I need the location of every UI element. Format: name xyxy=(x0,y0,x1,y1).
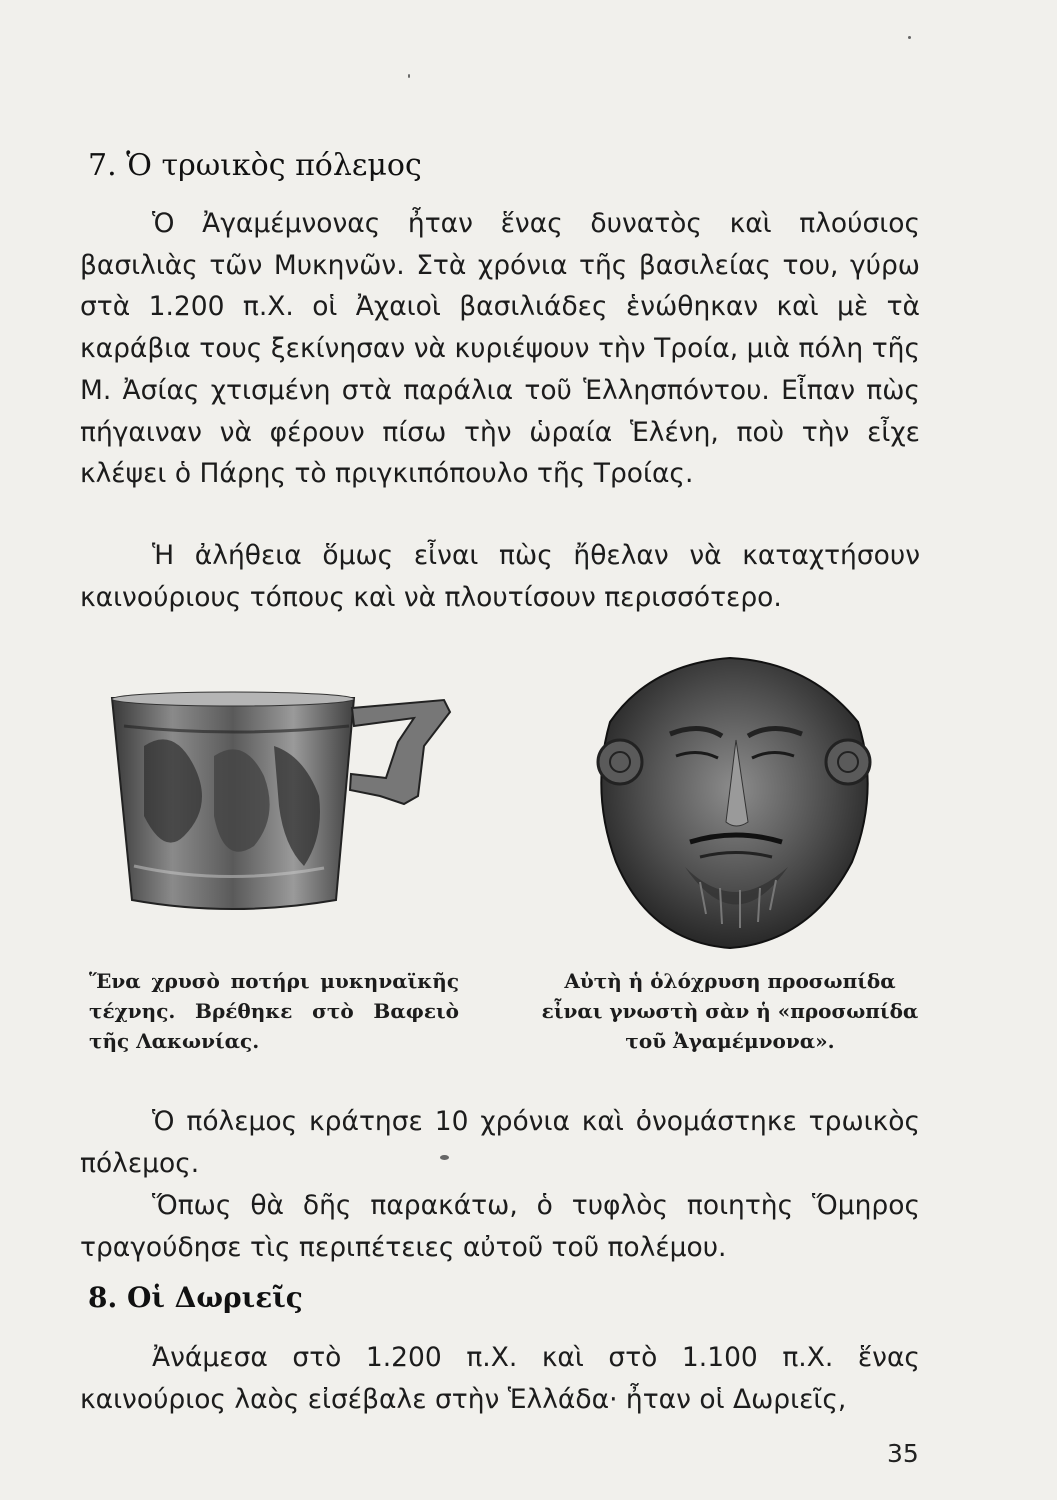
caption-gold-mask: Αὐτὴ ἡ ὁλόχρυση προσωπίδα εἶναι γνωστὴ σὰν ἡ «προσωπίδα τοῦ Ἀγαμέμνονα». xyxy=(541,969,919,1053)
caption-gold-cup: Ἕνα χρυσὸ ποτήρι μυκηναϊκῆς τέχνης. Βρέθηκε στὸ Βαφειὸ τῆς Λακωνίας. xyxy=(89,969,459,1053)
print-speck xyxy=(408,74,410,78)
paragraph-war-duration: Ὁ πόλεμος κράτησε 10 χρόνια καὶ ὀνομάστηκε τρωικὸς πόλεμος. xyxy=(80,1106,920,1179)
paragraph-agamemnon: Ὁ Ἀγαμέμνονας ἦταν ἕνας δυνατὸς καὶ πλούσιος βασιλιὰς τῶν Μυκηνῶν. Στὰ χρόνια τῆς βασιλείας του, γύρω στὰ 1.200 π.Χ. οἱ Ἀχαιοὶ βασιλιάδες ἑνώθηκαν καὶ μὲ τὰ καράβια τους ξεκίνησαν νὰ κυριέψουν τὴν Τροία, μιὰ πόλη τῆς Μ. Ἀσίας χτισμένη στὰ παράλια τοῦ Ἑλλησπόντου. Εἶπαν πὼς πήγαιναν νὰ φέρουν πίσω τὴν ὡραία Ἑλένη, ποὺ τὴν εἶχε κλέψει ὁ Πάρης τὸ πριγκιπόπουλο τῆς Τροίας. xyxy=(80,208,920,490)
paragraph-truth: Ἡ ἀλήθεια ὅμως εἶναι πὼς ἤθελαν νὰ καταχτήσουν καινούριους τόπους καὶ νὰ πλουτίσουν περισσότερο. xyxy=(80,540,920,613)
section-heading-dorians: 8. Οἱ Δωριεῖς xyxy=(88,1281,303,1314)
print-speck xyxy=(908,36,911,39)
page-number: 35 xyxy=(887,1439,919,1468)
section-heading-trojan-war: 7. Ὁ τρωικὸς πόλεμος xyxy=(88,148,422,183)
agamemnon-mask-photo xyxy=(590,652,880,952)
paragraph-homer: Ὅπως θὰ δῆς παρακάτω, ὁ τυφλὸς ποιητὴς Ὅμηρος τραγούδησε τὶς περιπέτειες αὐτοῦ τοῦ πολέμου. xyxy=(80,1190,920,1263)
paragraph-dorians: Ἀνάμεσα στὸ 1.200 π.Χ. καὶ στὸ 1.100 π.Χ. ἕνας καινούριος λαὸς εἰσέβαλε στὴν Ἑλλάδα· ἦταν οἱ Δωριεῖς, xyxy=(80,1342,920,1415)
gold-cup-photo xyxy=(104,686,462,922)
print-speck xyxy=(440,1155,449,1160)
